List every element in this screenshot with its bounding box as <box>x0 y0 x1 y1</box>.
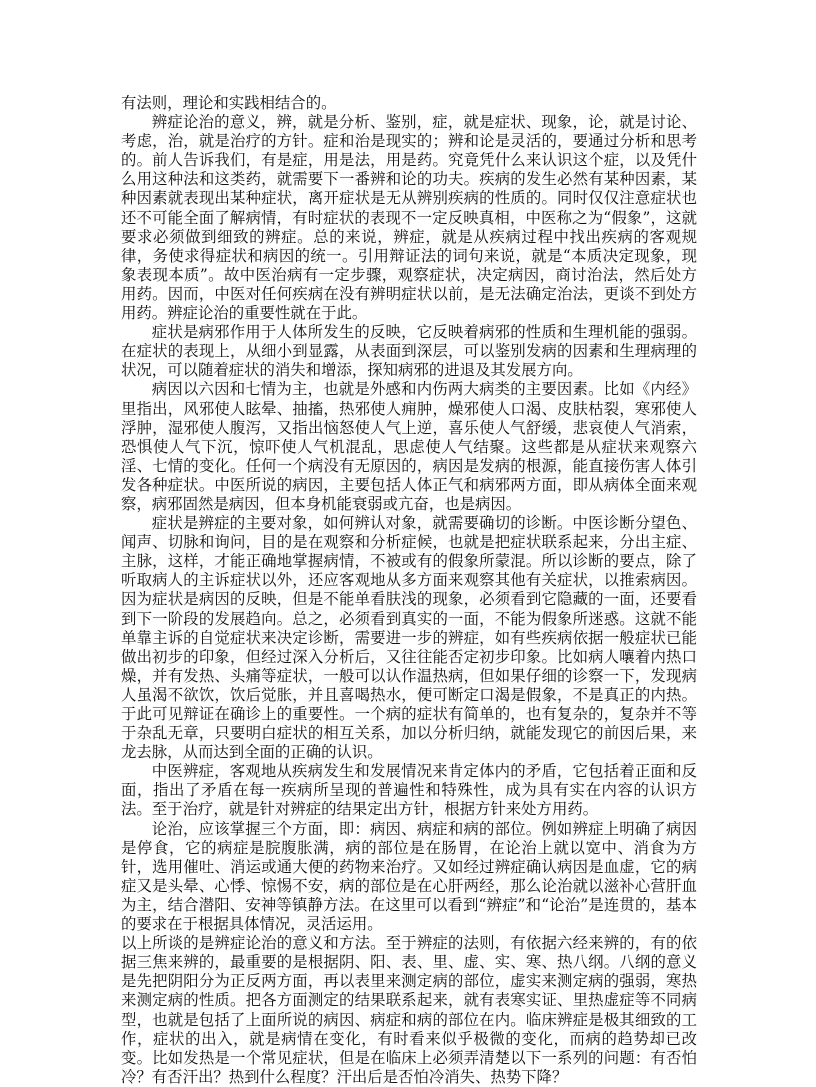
paragraph: 症状是辨症的主要对象，如何辨认对象，就需要确切的诊断。中医诊断分望色、闻声、切脉和询问，目的是在观察和分析症候，也就是把症状联系起来，分出主症、主脉，这样，才能正确地掌握病情，不被或有的假象所蒙混。所以诊断的要点，除了听取病人的主诉症状以外，还应客观地从多方面来观察其他有关症状，以推索病因。因为症状是病因的反映，但是不能单看肤浅的现象，必须看到它隐藏的一面，还要看到下一阶段的发展趋向。总之，必须看到真实的一面，不能为假象所迷惑。这就不能单靠主诉的自觉症状来决定诊断，需要进一步的辨症，如有些疾病依据一般症状已能做出初步的印象，但经过深入分析后，又往往能否定初步印象。比如病人嚷着内热口燥，并有发热、头痛等症状，一般可以认作温热病，但如果仔细的诊察一下，发现病人虽渴不欲饮，饮后觉胀，并且喜喝热水，便可断定口渴是假象，不是真正的内热。于此可见辩证在确诊上的重要性。一个病的症状有简单的，也有复杂的，复杂并不等于杂乱无章，只要明白症状的相互关系，加以分析归纳，就能发现它的前因后果，来龙去脉，从而达到全面的正确的认识。 <box>121 514 697 762</box>
paragraph: 症状是病邪作用于人体所发生的反映，它反映着病邪的性质和生理机能的强弱。在症状的表现上，从细小到显露，从表面到深层，可以鉴别发病的因素和生理病理的状况，可以随着症状的消失和增添，探知病邪的进退及其发展方向。 <box>121 323 697 380</box>
paragraph: 病因以六因和七情为主，也就是外感和内伤两大病类的主要因素。比如《内经》里指出，风邪使人眩晕、抽搐，热邪使人痈肿，燥邪使人口渴、皮肤枯裂，寒邪使人浮肿，湿邪使人腹泻，又指出恼怒使人气上逆，喜乐使人气舒缓，悲哀使人气消索，恐惧使人气下沉，惊吓使人气机混乱，思虑使人气结聚。这些都是从症状来观察六淫、七情的变化。任何一个病没有无原因的，病因是发病的根源，能直接伤害人体引发各种症状。中医所说的病因，主要包括人体正气和病邪两方面，即从病体全面来观察，病邪固然是病因，但本身机能衰弱或亢奋，也是病因。 <box>121 380 697 513</box>
paragraph: 中医辨症，客观地从疾病发生和发展情况来肯定体内的矛盾，它包括着正面和反面，指出了矛盾在每一疾病所呈现的普遍性和特殊性，成为具有实在内容的认识方法。至于治疗，就是针对辨症的结果定出方针，根据方针来处方用药。 <box>121 762 697 819</box>
document-page <box>121 94 697 1087</box>
paragraph: 有法则，理论和实践相结合的。 <box>121 94 337 112</box>
paragraph: 辨症论治的意义，辨，就是分析、鉴别，症，就是症状、现象，论，就是讨论、考虑，治，就是治疗的方针。症和治是现实的；辨和论是灵活的，要通过分析和思考的。前人告诉我们，有是症，用是法，用是药。究竟凭什么来认识这个症，以及凭什么用这种法和这类药，就需要下一番辨和论的功夫。疾病的发生必然有某种因素，某种因素就表现出某种症状，离开症状是无从辨别疾病的性质的。同时仅仅注意症状也还不可能全面了解病情，有时症状的表现不一定反映真相，中医称之为“假象”，这就要求必须做到细致的辨症。总的来说，辨症，就是从疾病过程中找出疾病的客观规律，务使求得症状和病因的统一。引用辩证法的词句来说，就是“本质决定现象，现象表现本质”。故中医治病有一定步骤，观察症状，决定病因，商讨治法，然后处方用药。因而，中医对任何疾病在没有辨明症状以前，是无法确定治法，更谈不到处方用药。辨症论治的重要性就在于此。 <box>121 113 697 323</box>
paragraph: 以上所谈的是辨症论治的意义和方法。至于辨症的法则，有依据六经来辨的，有的依据三焦来辨的，最重要的是根据阴、阳、表、里、虚、实、寒、热八纲。八纲的意义是先把阴阳分为正反两方面，再以表里来测定病的部位，虚实来测定病的强弱，寒热来测定病的性质。把各方面测定的结果联系起来，就有表寒实证、里热虚症等不同病型，也就是包括了上面所说的病因、病症和病的部位在内。临床辨症是极其细致的工作，症状的出入，就是病情在变化，有时看来似乎极微的变化，而病的趋势却已改变。比如发热是一个常见症状，但是在临床上必须弄清楚以下一系列的问题：有否怕冷？有否汗出？热到什么程度？汗出后是否怕冷消失、热势下降？ <box>121 934 697 1086</box>
paragraph: 论治，应该掌握三个方面，即：病因、病症和病的部位。例如辨症上明确了病因是停食，它的病症是脘腹胀满，病的部位是在肠胃，在论治上就以宽中、消食为方针，选用催吐、消运或通大便的药物来治疗。又如经过辨症确认病因是血虚，它的病症又是头晕、心悸、惊惕不安，病的部位是在心肝两经，那么论治就以滋补心营肝血为主，结合潜阳、安神等镇静方法。在这里可以看到“辨症”和“论治”是连贯的，基本的要求在于根据具体情况，灵活运用。 <box>121 819 697 934</box>
